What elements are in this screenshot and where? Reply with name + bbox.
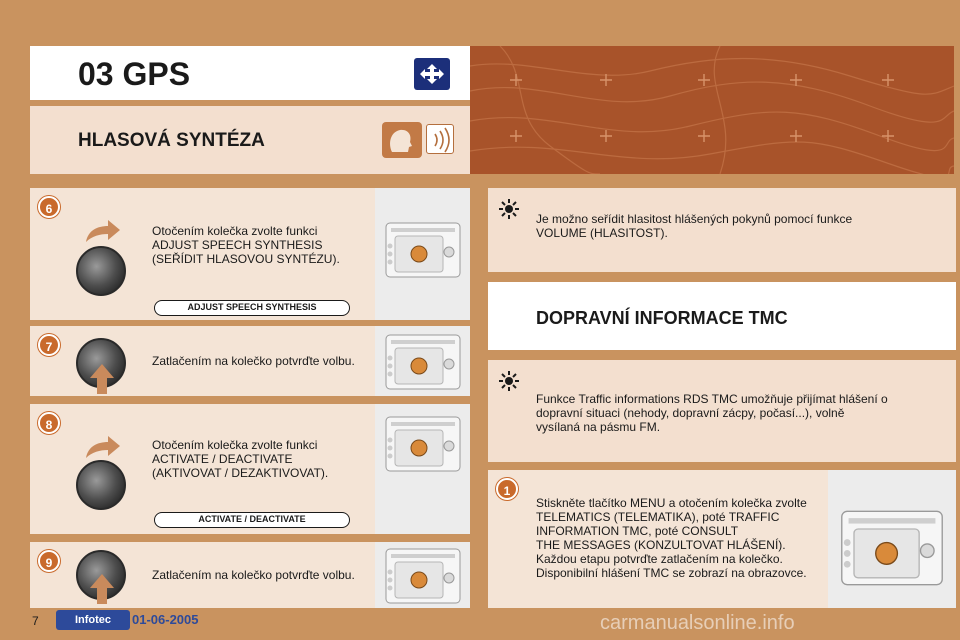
sound-waves-icon (426, 124, 454, 154)
topographic-banner (470, 46, 954, 174)
voice-speech-icon (382, 122, 422, 158)
rotate-arrow-icon (82, 218, 122, 244)
watermark: carmanualsonline.info (600, 612, 795, 634)
navigation-arrows-icon (414, 58, 450, 90)
step-number-badge: 1 (496, 478, 518, 500)
step-8-text: Otočením kolečka zvolte funkci ACTIVATE / DEACTIVATE (AKTIVOVAT / DEZAKTIVOVAT). (152, 438, 329, 480)
tip-sun-icon (498, 198, 520, 220)
tmc-section-header (488, 282, 956, 350)
step-8-panel (30, 404, 470, 534)
tmc-section-title: DOPRAVNÍ INFORMACE TMC (536, 308, 788, 328)
tmc-step-1-panel (488, 470, 956, 608)
radio-unit-icon (385, 222, 461, 278)
step-number-badge: 8 (38, 412, 60, 434)
rotary-knob-icon (76, 460, 126, 510)
tmc-info-text: Funkce Traffic informations RDS TMC umožňuje přijímat hlášení o dopravní situaci (nehody, dopravní zácpy, počasí...), volně vysílaná na pásmu FM. (536, 392, 888, 434)
step-number-badge: 9 (38, 550, 60, 572)
step-9-text: Zatlačením na kolečko potvrďte volbu. (152, 568, 355, 582)
step-6-text: Otočením kolečka zvolte funkci ADJUST SPEECH SYNTHESIS (SEŘÍDIT HLASOVOU SYNTÉZU). (152, 224, 340, 266)
tmc-step-1-text: Stiskněte tlačítko MENU a otočením kolečka zvolte TELEMATICS (TELEMATIKA), poté TRAFFIC INFORMATION TMC, poté CONSULT THE MESSAGES (KONZULTOVAT HLÁŠENÍ). Každou etapu potvrďte zatlačením na kolečko. Disponibilní hlášení TMC se zobrazí na obrazovce. (536, 496, 807, 580)
title-bar (30, 46, 470, 100)
section-header (30, 106, 470, 174)
press-arrow-icon (90, 364, 114, 394)
page-title: 03 GPS (78, 56, 191, 92)
rotary-knob-icon (76, 246, 126, 296)
step-number-badge: 6 (38, 196, 60, 218)
radio-unit-icon (385, 334, 461, 390)
section-title: HLASOVÁ SYNTÉZA (78, 130, 265, 151)
tmc-info-box (488, 360, 956, 462)
tip-sun-icon (498, 370, 520, 392)
volume-info-box (488, 188, 956, 272)
page-number: 7 (32, 614, 39, 628)
step-7-panel (30, 326, 470, 396)
step-6-panel (30, 188, 470, 320)
screen-label-pill: ADJUST SPEECH SYNTHESIS (154, 300, 350, 316)
infotec-logo: Infotec (56, 610, 130, 630)
radio-unit-icon (385, 416, 461, 472)
step-9-panel (30, 542, 470, 608)
step-7-text: Zatlačením na kolečko potvrďte volbu. (152, 354, 355, 368)
step-number-badge: 7 (38, 334, 60, 356)
radio-unit-icon (385, 548, 461, 604)
screen-label-pill: ACTIVATE / DEACTIVATE (154, 512, 350, 528)
press-arrow-icon (90, 574, 114, 604)
footer-date: 01-06-2005 (132, 612, 199, 627)
radio-unit-icon (840, 510, 944, 586)
volume-info-text: Je možno seřídit hlasitost hlášených pokynů pomocí funkce VOLUME (HLASITOST). (536, 212, 853, 240)
rotate-arrow-icon (82, 434, 122, 460)
topographic-lines (470, 46, 954, 174)
